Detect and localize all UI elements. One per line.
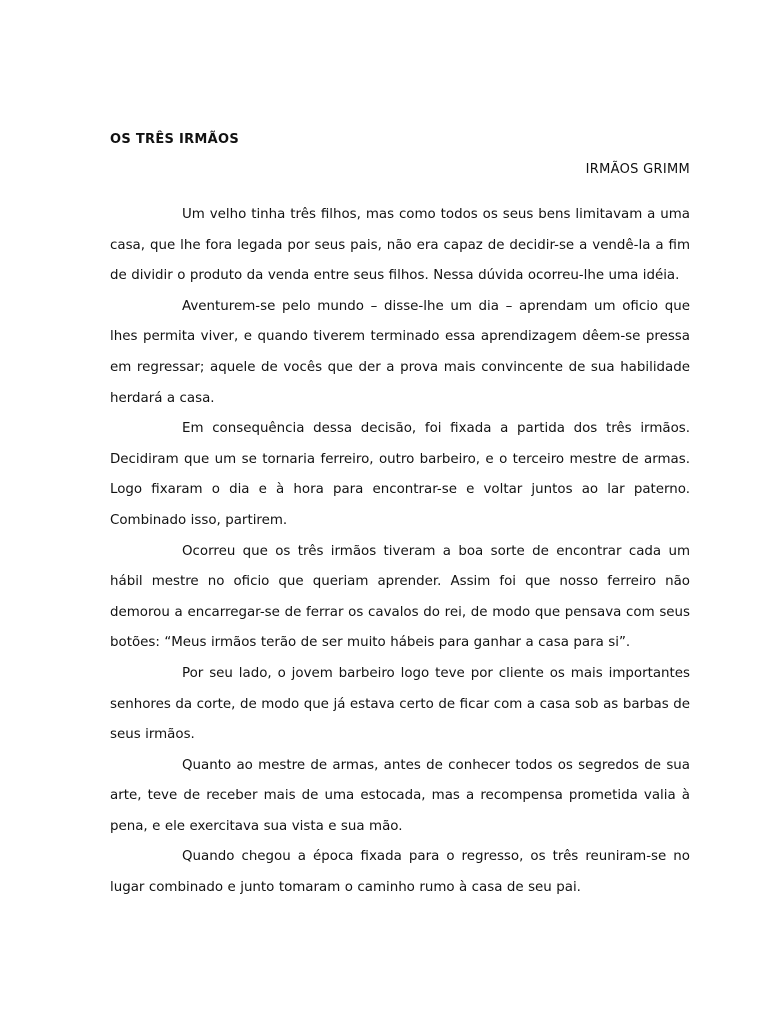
paragraph: Por seu lado, o jovem barbeiro logo teve por cliente os mais importantes senhores da corte, de modo que já estava certo de ficar com a casa sob as barbas de seus irmãos. (110, 665, 690, 743)
paragraph: Em consequência dessa decisão, foi fixada a partida dos três irmãos. Decidiram que um se tornaria ferreiro, outro barbeiro, e o terceiro mestre de armas. Logo fixaram o dia e à hora para encontrar-se e voltar juntos ao lar paterno. Combinado isso, partirem. (110, 421, 690, 528)
paragraph: Ocorreu que os três irmãos tiveram a boa sorte de encontrar cada um hábil mestre no oficio que queriam aprender. Assim foi que nosso ferreiro não demorou a encarregar-se de ferrar os cavalos do rei, de modo que pensava com seus botões: “Meus irmãos terão de ser muito hábeis para ganhar a casa para si”. (110, 543, 690, 651)
document-author: IRMÃOS GRIMM (585, 162, 690, 177)
paragraph: Quando chegou a época fixada para o regresso, os três reuniram-se no lugar combinado e junto tomaram o caminho rumo à casa de seu pai. (110, 849, 690, 896)
document-page (110, 128, 690, 904)
document-body (110, 200, 690, 904)
paragraph: Um velho tinha três filhos, mas como todos os seus bens limitavam a uma casa, que lhe fora legada por seus pais, não era capaz de decidir-se a vendê-la a fim de dividir o produto da venda entre seus filhos. Nessa dúvida ocorreu-lhe uma idéia. (110, 207, 690, 284)
paragraph: Quanto ao mestre de armas, antes de conhecer todos os segredos de sua arte, teve de receber mais de uma estocada, mas a recompensa prometida valia à pena, e ele exercitava sua vista e sua mão. (110, 757, 690, 834)
paragraph: Aventurem-se pelo mundo – disse-lhe um dia – aprendam um oficio que lhes permita viver, e quando tiverem terminado essa aprendizagem dêem-se pressa em regressar; aquele de vocês que der a prova mais convincente de sua habilidade herdará a casa. (110, 298, 690, 406)
document-title: OS TRÊS IRMÃOS (110, 132, 240, 147)
